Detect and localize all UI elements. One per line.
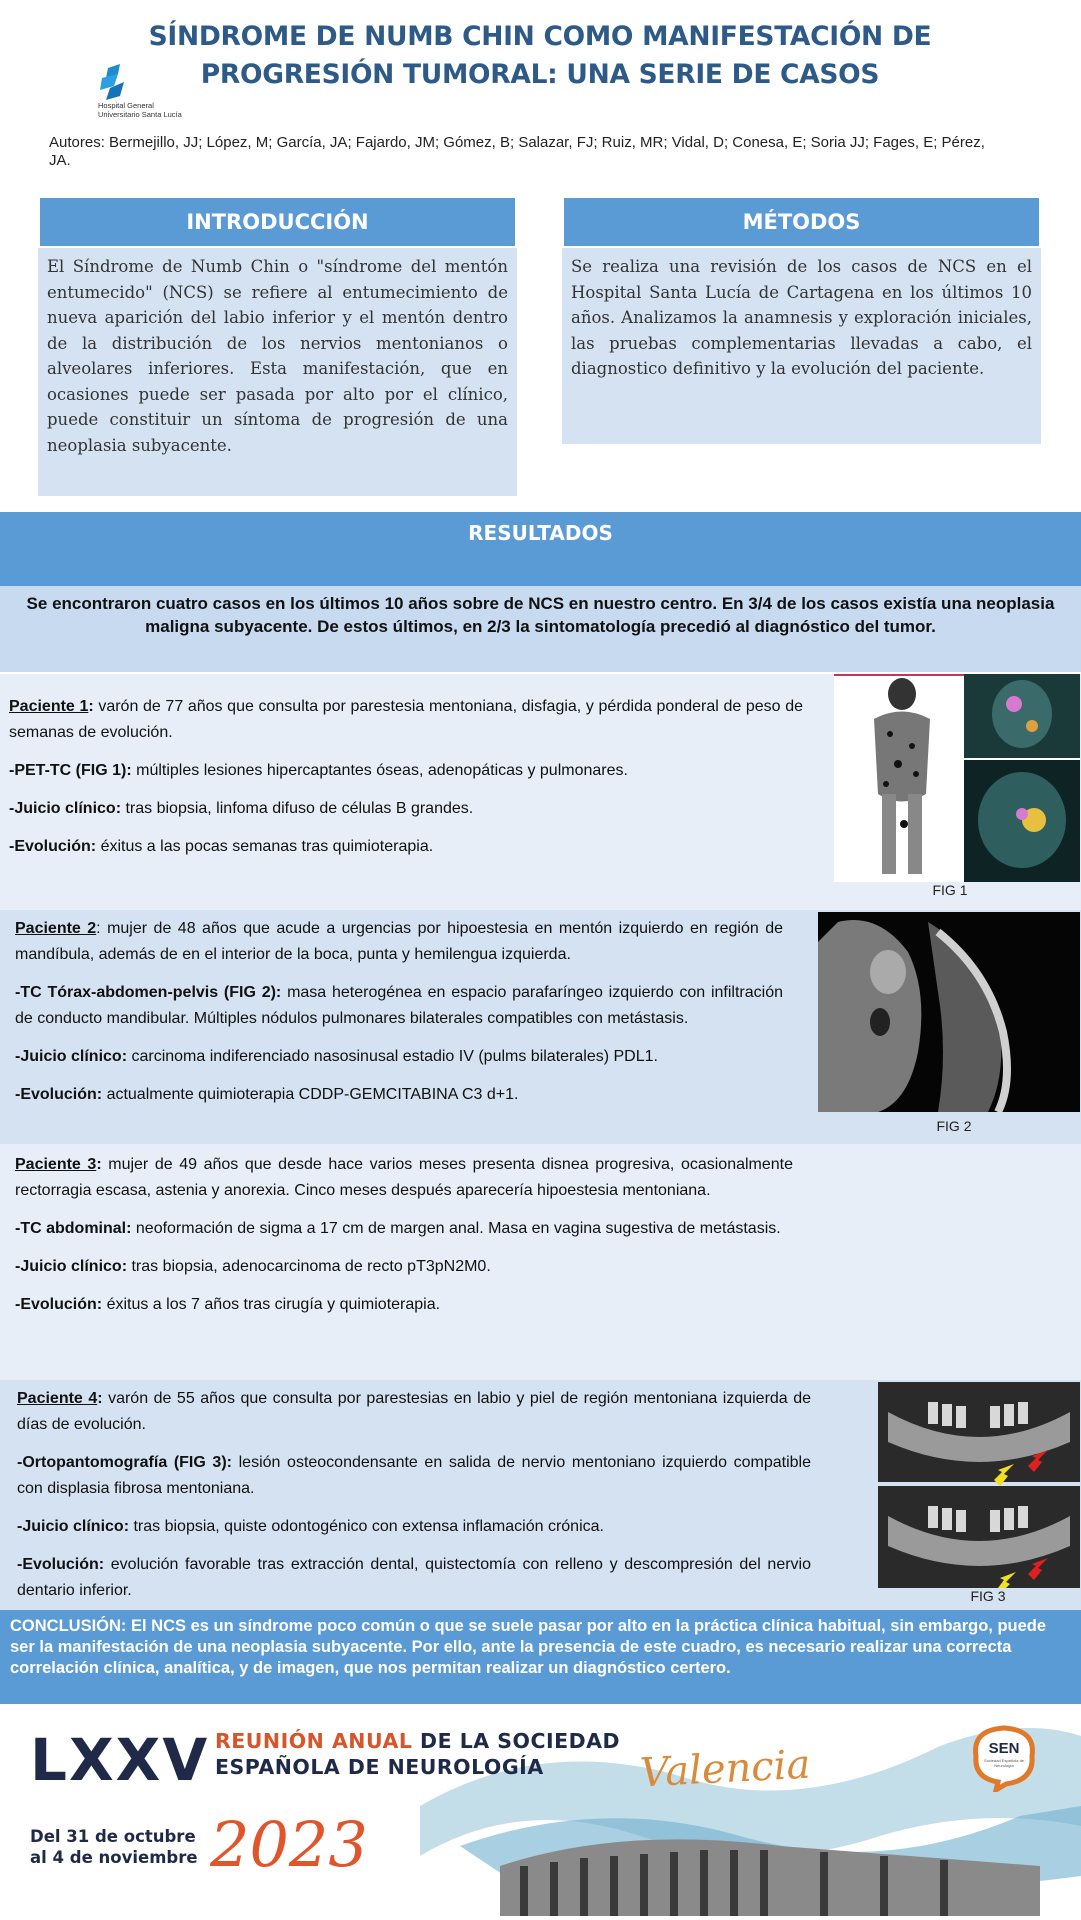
conference-dates-line1: Del 31 de octubre xyxy=(30,1827,196,1846)
case-4: Paciente 4: varón de 55 años que consulta por parestesias en labio y piel de región mentoniana izquierda de días de evolución. -Ortopantomografía (FIG 3): lesión osteocondensante en salida de nervio mentoniano izquierdo compatible con displasia fibrosa mentoniana. -Juicio clínico: tras biopsia, quiste odontogénico con extensa inflamación crónica. -Evolución: evolución favorable tras extracción dental, quistectomía con relleno y descompresión del nervio dentario inferior. xyxy=(0,1380,1081,1610)
fig3-caption: FIG 3 xyxy=(970,1588,1006,1604)
case-3-name: Paciente 3 xyxy=(15,1156,97,1173)
orthopantomogram-image xyxy=(878,1382,1080,1588)
introduccion-heading: INTRODUCCIÓN xyxy=(38,196,517,248)
case-2-evol-text: actualmente quimioterapia CDDP-GEMCITABINA C3 d+1. xyxy=(106,1086,519,1103)
case-3-evol-label: -Evolución: xyxy=(15,1296,103,1313)
case-1-evol-text: éxitus a las pocas semanas tras quimioterapia. xyxy=(100,838,434,855)
conference-footer xyxy=(0,1706,1081,1920)
hospital-logo-icon xyxy=(98,64,132,100)
case-4-juicio-label: -Juicio clínico: xyxy=(17,1518,130,1535)
case-3-test-label: -TC abdominal: xyxy=(15,1220,132,1237)
conference-dates-line2: al 4 de noviembre xyxy=(30,1848,198,1867)
conference-name-line1b: DE LA SOCIEDAD xyxy=(420,1729,621,1753)
case-2-juicio-text: carcinoma indiferenciado nasosinusal estadio IV (pulms bilaterales) PDL1. xyxy=(131,1048,658,1065)
case-2-name: Paciente 2 xyxy=(15,920,97,937)
case-1-juicio-label: -Juicio clínico: xyxy=(9,800,122,817)
case-2-test-text: masa heterogénea en espacio parafaríngeo izquierdo con infiltración de conducto mandibular. Múltiples nódulos pulmonares bilaterales compatibles con metástasis. xyxy=(15,984,783,1027)
case-4-test-label: -Ortopantomografía (FIG 3): xyxy=(17,1454,232,1471)
sen-logo xyxy=(966,1722,1042,1792)
conclusion: CONCLUSIÓN: El NCS es un síndrome poco común o que se suele pasar por alto en la práctica clínica habitual, sin embargo, puede ser la manifestación de una neoplasia subyacente. Por ello, ante la presencia de este cuadro, es necesario realizar una correcta correlación clínica, analítica, y de imagen, que nos permitan realizar un diagnóstico certero. xyxy=(0,1610,1081,1704)
conference-name xyxy=(215,1728,620,1780)
case-4-juicio-text: tras biopsia, quiste odontogénico con extensa inflamación crónica. xyxy=(133,1518,604,1535)
sen-logo-icon xyxy=(966,1722,1042,1792)
case-3-juicio-label: -Juicio clínico: xyxy=(15,1258,128,1275)
resultados-summary: Se encontraron cuatro casos en los últimos 10 años sobre de NCS en nuestro centro. En 3/4 de los casos existía una neoplasia maligna subyacente. De estos últimos, en 2/3 la sintomatología precedió al diagnóstico del tumor. xyxy=(0,586,1081,672)
case-2-test-label: -TC Tórax-abdomen-pelvis (FIG 2): xyxy=(15,984,282,1001)
case-3-test-text: neoformación de sigma a 17 cm de margen anal. Masa en vagina sugestiva de metástasis. xyxy=(135,1220,781,1237)
metodos-section xyxy=(562,196,1041,444)
conference-year: 2023 xyxy=(210,1808,368,1881)
fig1-caption: FIG 1 xyxy=(932,882,968,898)
fig1-image xyxy=(834,674,1080,882)
metodos-heading: MÉTODOS xyxy=(562,196,1041,248)
case-3-desc: mujer de 49 años que desde hace varios meses presenta disnea progresiva, ocasionalmente rectorragia escasa, astenia y anorexia. Cinco meses después aparecería hipoestesia mentoniana. xyxy=(15,1156,794,1199)
case-1-test-text: múltiples lesiones hipercaptantes óseas, adenopáticas y pulmonares. xyxy=(136,762,628,779)
case-3-juicio-text: tras biopsia, adenocarcinoma de recto pT3pN2M0. xyxy=(131,1258,491,1275)
resultados-heading: RESULTADOS xyxy=(0,512,1081,586)
introduccion-text: El Síndrome de Numb Chin o "síndrome del mentón entumecido" (NCS) se refiere al entumecimiento de nueva aparición del labio inferior y el mentón dentro de la distribución de los nervios mentonianos o alveolares inferiores. Esta manifestación, que en ocasiones puede ser pasada por alto por el clínico, puede constituir un síntoma de progresión de una neoplasia subyacente. xyxy=(38,248,517,496)
case-1: Paciente 1: varón de 77 años que consulta por parestesia mentoniana, disfagia, y pérdida ponderal de peso de semanas de evolución. -PET-TC (FIG 1): múltiples lesiones hipercaptantes óseas, adenopáticas y pulmonares. -Juicio clínico: tras biopsia, linfoma difuso de células B grandes. -Evolución: éxitus a las pocas semanas tras quimioterapia. xyxy=(0,674,1081,910)
case-2-desc: mujer de 48 años que acude a urgencias por hipoestesia en mentón izquierdo en región de mandíbula, además de en el interior de la boca, punta y hemilengua izquierda. xyxy=(15,920,784,963)
hospital-logo xyxy=(98,64,182,120)
case-3-evol-text: éxitus a los 7 años tras cirugía y quimioterapia. xyxy=(106,1296,441,1313)
case-4-test-text: lesión osteocondensante en salida de nervio mentoniano izquierdo compatible con displasia fibrosa mentoniana. xyxy=(17,1454,812,1497)
introduccion-section xyxy=(38,196,517,496)
conference-name-line1a: REUNIÓN ANUAL xyxy=(215,1729,413,1753)
case-4-name: Paciente 4 xyxy=(17,1390,98,1407)
ct-scan-image xyxy=(818,912,1080,1112)
fig3-image xyxy=(878,1382,1080,1588)
case-1-evol-label: -Evolución: xyxy=(9,838,97,855)
pet-scan-image xyxy=(834,674,1080,882)
hospital-logo-text: Hospital General Universitario Santa Lucía xyxy=(98,101,182,119)
case-1-name: Paciente 1 xyxy=(9,698,89,715)
case-1-desc: varón de 77 años que consulta por parestesia mentoniana, disfagia, y pérdida ponderal de peso de semanas de evolución. xyxy=(9,698,804,741)
conference-number: LXXV xyxy=(30,1726,210,1794)
case-2-juicio-label: -Juicio clínico: xyxy=(15,1048,128,1065)
case-3: Paciente 3: mujer de 49 años que desde hace varios meses presenta disnea progresiva, ocasionalmente rectorragia escasa, astenia y anorexia. Cinco meses después aparecería hipoestesia mentoniana. -TC abdominal: neoformación de sigma a 17 cm de margen anal. Masa en vagina sugestiva de metástasis. -Juicio clínico: tras biopsia, adenocarcinoma de recto pT3pN2M0. -Evolución: éxitus a los 7 años tras cirugía y quimioterapia. xyxy=(0,1144,1081,1380)
metodos-text: Se realiza una revisión de los casos de NCS en el Hospital Santa Lucía de Cartagena en los últimos 10 años. Analizamos la anamnesis y exploración iniciales, las pruebas complementarias llevadas a cabo, el diagnostico definitivo y la evolución del paciente. xyxy=(562,248,1041,444)
case-4-evol-label: -Evolución: xyxy=(17,1556,105,1573)
conference-name-line2: ESPAÑOLA DE NEUROLOGÍA xyxy=(215,1755,544,1779)
case-4-evol-text: evolución favorable tras extracción dental, quistectomía con relleno y descompresión del nervio dentario inferior. xyxy=(17,1556,811,1599)
case-2-evol-label: -Evolución: xyxy=(15,1086,103,1103)
case-1-juicio-text: tras biopsia, linfoma difuso de células B grandes. xyxy=(125,800,474,817)
fig2-image xyxy=(818,912,1080,1112)
conference-dates xyxy=(30,1826,198,1868)
poster-title: SÍNDROME DE NUMB CHIN COMO MANIFESTACIÓN DE PROGRESIÓN TUMORAL: UNA SERIE DE CASOS xyxy=(148,21,932,90)
case-4-desc: varón de 55 años que consulta por parestesias en labio y piel de región mentoniana izquierda de días de evolución. xyxy=(17,1390,811,1433)
fig2-caption: FIG 2 xyxy=(936,1118,972,1134)
case-1-test-label: -PET-TC (FIG 1): xyxy=(9,762,132,779)
authors: Autores: Bermejillo, JJ; López, M; García, JA; Fajardo, JM; Gómez, B; Salazar, FJ; Ruiz, MR; Vidal, D; Conesa, E; Soria JJ; Fages, E; Pérez, JA. xyxy=(49,134,985,169)
sen-logo-label: SEN xyxy=(988,1740,1020,1757)
conference-city: Valencia xyxy=(638,1741,812,1797)
case-2: Paciente 2: mujer de 48 años que acude a urgencias por hipoestesia en mentón izquierdo en región de mandíbula, además de en el interior de la boca, punta y hemilengua izquierda. -TC Tórax-abdomen-pelvis (FIG 2): masa heterogénea en espacio parafaríngeo izquierdo con infiltración de conducto mandibular. Múltiples nódulos pulmonares bilaterales compatibles con metástasis. -Juicio clínico: carcinoma indiferenciado nasosinusal estadio IV (pulms bilaterales) PDL1. -Evolución: actualmente quimioterapia CDDP-GEMCITABINA C3 d+1. xyxy=(0,910,1081,1144)
sen-logo-sub: Sociedad Española de Neurología xyxy=(983,1758,1025,1768)
